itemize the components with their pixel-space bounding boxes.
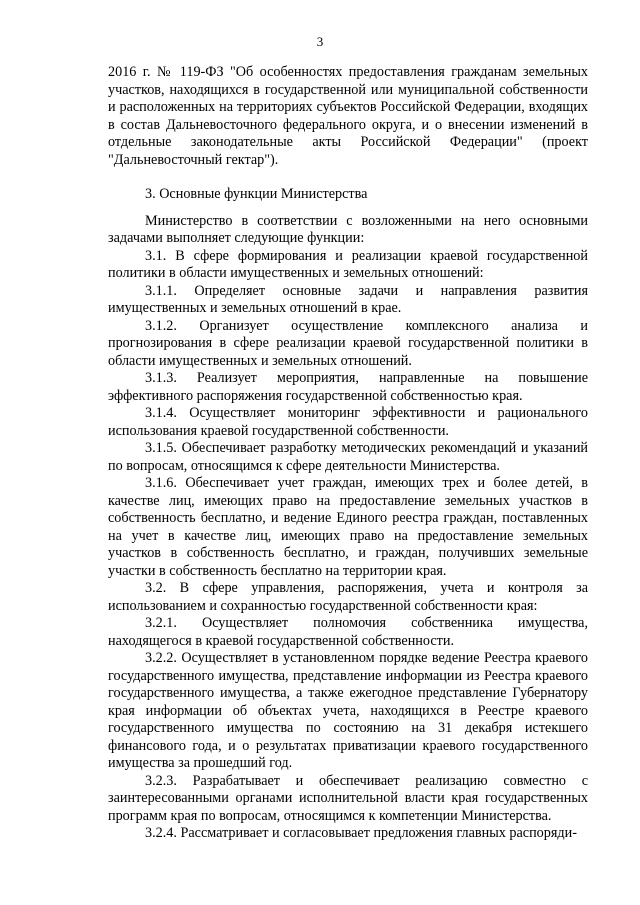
paragraph-functions-intro: Министерство в соответствии с возложенными на него основными задачами выполняет следующие функции: (108, 212, 588, 246)
paragraph-3-2-2: 3.2.2. Осуществляет в установленном порядке ведение Реестра краевого государственного имущества, представление информации из Реестра краевого государственного имущества, а также ежегодное представление Губернатору края информации об объектах учета, находящихся в Реестре краевого государственного имущества по состоянию на 31 декабря истекшего финансового года, и о результатах приватизации краевого государственного имущества за прошедший год. (108, 650, 588, 771)
document-body (108, 64, 588, 843)
paragraph-3-2-1: 3.2.1. Осуществляет полномочия собственника имущества, находящегося в краевой государственной собственности. (108, 615, 588, 649)
paragraph-3-2: 3.2. В сфере управления, распоряжения, учета и контроля за использованием и сохранностью государственной собственности края: (108, 580, 588, 614)
paragraph-3-1-3: 3.1.3. Реализует мероприятия, направленные на повышение эффективного распоряжения государственной собственностью края. (108, 370, 588, 404)
paragraph-3-2-4: 3.2.4. Рассматривает и согласовывает предложения главных распоряди- (145, 825, 577, 841)
paragraph-3-1-6: 3.1.6. Обеспечивает учет граждан, имеющих трех и более детей, в качестве лиц, имеющих право на предоставление земельных участков в собственность бесплатно, и ведение Единого реестра граждан, поставленных на учет в качестве лиц, имеющих право на предоставление земельных участков в собственность бесплатно, и граждан, получивших земельные участки в собственность бесплатно на территории края. (108, 475, 588, 579)
page-number: 3 (316, 34, 324, 49)
paragraph-3-1-1: 3.1.1. Определяет основные задачи и направления развития имущественных и земельных отношений в крае. (108, 282, 588, 316)
paragraph-law-reference-continuation: 2016 г. № 119-ФЗ "Об особенностях предоставления гражданам земельных участков, находящихся в государственной или муниципальной собственности и расположенных на территориях субъектов Российской Федерации, входящих в состав Дальневосточного федерального округа, и о внесении изменений в отдельные законодательные акты Российской Федерации" (проект "Дальневосточный гектар"). (108, 64, 588, 168)
paragraph-3-2-3: 3.2.3. Разрабатывает и обеспечивает реализацию совместно с заинтересованными органами исполнительной власти края государственных программ края по вопросам, относящимся к компетенции Министерства. (108, 772, 588, 824)
paragraph-3-1-5: 3.1.5. Обеспечивает разработку методических рекомендаций и указаний по вопросам, относящимся к сфере деятельности Министерства. (108, 440, 588, 474)
paragraph-3-1-4: 3.1.4. Осуществляет мониторинг эффективности и рационального использования краевой государственной собственности. (108, 405, 588, 439)
paragraph-3-1: 3.1. В сфере формирования и реализации краевой государственной политики в области имущественных и земельных отношений: (108, 247, 588, 281)
paragraph-3-1-2: 3.1.2. Организует осуществление комплексного анализа и прогнозирования в сфере реализации краевой государственной политики в области имущественных и земельных отношений. (108, 317, 588, 369)
section-heading-main-functions: 3. Основные функции Министерства (145, 186, 368, 202)
